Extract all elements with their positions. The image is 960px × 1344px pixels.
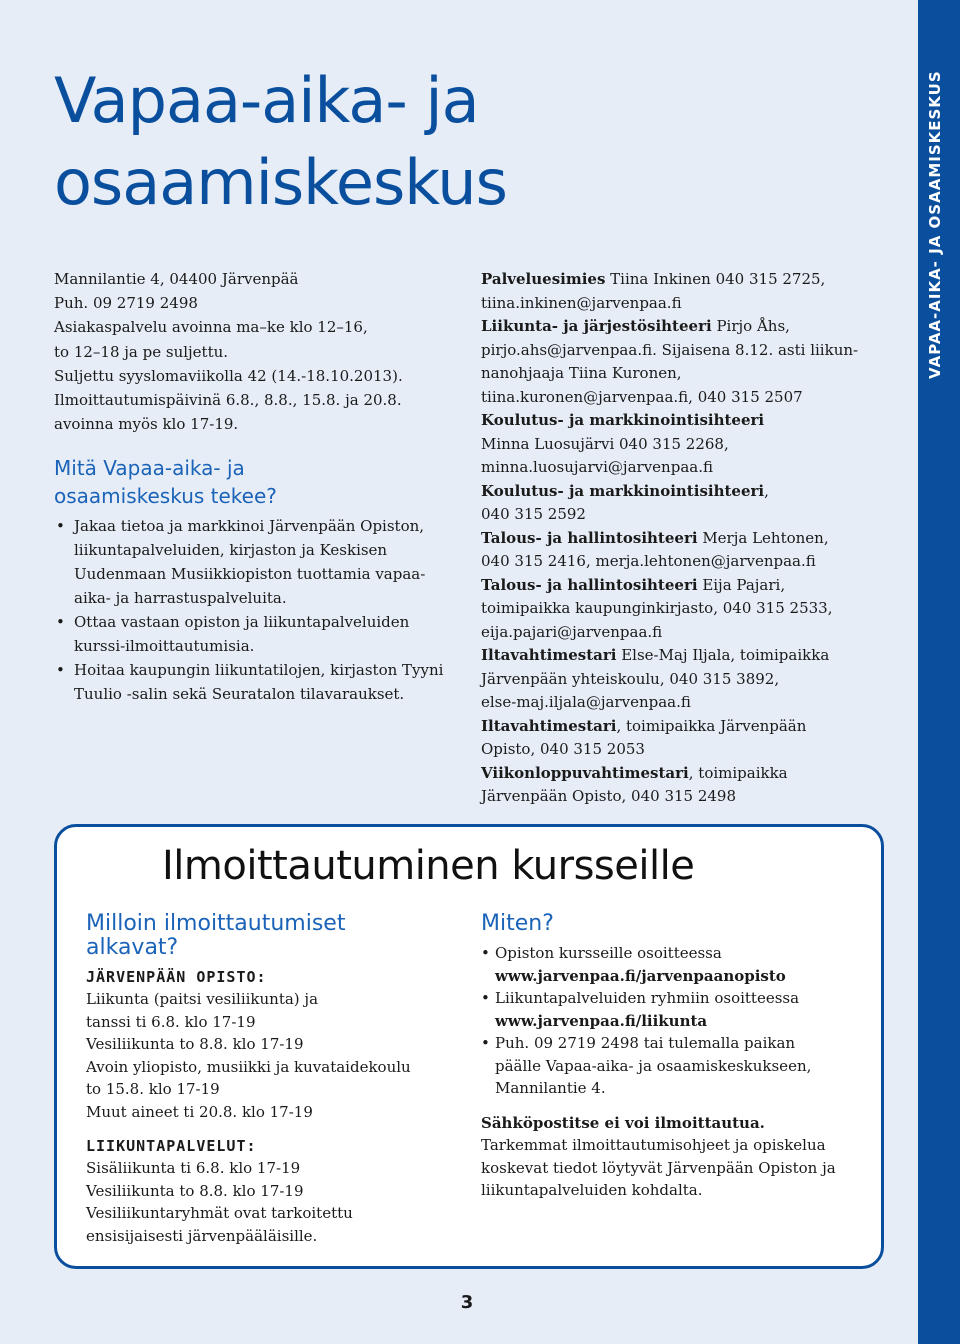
opisto-heading: JÄRVENPÄÄN OPISTO: xyxy=(86,968,267,986)
section-heading-line: osaamiskeskus tekee? xyxy=(54,484,277,508)
how-text: • Liikuntapalveluiden ryhmiin osoitteessa xyxy=(495,989,800,1007)
staff-line xyxy=(481,268,881,292)
staff-line xyxy=(481,362,881,386)
staff-line xyxy=(481,644,881,668)
section-heading-line: Mitä Vapaa-aika- ja xyxy=(54,456,245,480)
page-title xyxy=(54,60,674,224)
staff-role: Koulutus- ja markkinointisihteeri xyxy=(481,481,765,500)
staff-detail: eija.pajari@jarvenpaa.fi xyxy=(481,622,663,641)
liikunta-heading: LIIKUNTAPALVELUT: xyxy=(86,1137,257,1155)
registration-title: Ilmoittautuminen kursseille xyxy=(162,843,695,889)
staff-role: Viikonloppuvahtimestari xyxy=(481,763,689,782)
contact-line: Asiakaspalvelu avoinna ma–ke klo 12–16, xyxy=(54,318,368,337)
how-text: Mannilantie 4. xyxy=(495,1079,606,1097)
staff-detail: Eija Pajari, xyxy=(697,575,786,594)
staff-detail: tiina.inkinen@jarvenpaa.fi xyxy=(481,293,682,312)
staff-detail: Opisto, 040 315 2053 xyxy=(481,740,645,758)
staff-directory xyxy=(481,268,881,809)
registration-when xyxy=(86,912,446,1247)
staff-role: Liikunta- ja järjestösihteeri xyxy=(481,317,712,335)
liikunta-line: Sisäliikunta ti 6.8. klo 17-19 xyxy=(86,1159,301,1177)
staff-line xyxy=(481,409,881,433)
staff-line xyxy=(481,762,881,786)
contact-line: Ilmoittautumispäivinä 6.8., 8.8., 15.8. ja 20.8. xyxy=(54,391,402,410)
staff-line xyxy=(481,386,881,410)
staff-line xyxy=(481,597,881,621)
opisto-line: Vesiliikunta to 8.8. klo 17-19 xyxy=(86,1035,304,1053)
staff-role: Palveluesimies xyxy=(481,270,606,288)
how-text: • Puh. 09 2719 2498 tai tulemalla paikan xyxy=(495,1034,796,1052)
list-item: • Ottaa vastaan opiston ja liikuntapalveluiden kurssi-ilmoittautumisia. xyxy=(54,610,454,658)
contact-line: Puh. 09 2719 2498 xyxy=(54,294,198,313)
staff-detail: Tiina Inkinen 040 315 2725, xyxy=(605,270,826,288)
how-text: päälle Vapaa-aika- ja osaamiskeskukseen, xyxy=(495,1056,812,1075)
list-item: • Hoitaa kaupungin liikuntatilojen, kirjaston Tyyni Tuulio -salin sekä Seuratalon tilavaraukset. xyxy=(54,658,454,706)
opisto-line: to 15.8. klo 17-19 xyxy=(86,1080,220,1098)
page-number: 3 xyxy=(460,1292,474,1313)
more-info-line: Tarkemmat ilmoittautumisohjeet ja opiskelua xyxy=(481,1136,826,1154)
contact-info xyxy=(54,267,454,436)
staff-detail: else-maj.iljala@jarvenpaa.fi xyxy=(481,693,691,711)
staff-detail: Merja Lehtonen, xyxy=(697,528,829,547)
staff-detail: toimipaikka kaupunginkirjasto, 040 315 2533, xyxy=(481,599,833,617)
registration-how xyxy=(481,912,861,1202)
opisto-link[interactable]: www.jarvenpaa.fi/jarvenpaanopisto xyxy=(495,966,786,985)
staff-detail: Minna Luosujärvi 040 315 2268, xyxy=(481,434,729,453)
staff-detail: Järvenpään yhteiskoulu, 040 315 3892, xyxy=(481,669,780,688)
how-heading: Miten? xyxy=(481,911,554,936)
how-list xyxy=(481,942,861,1100)
opisto-line: Muut aineet ti 20.8. klo 17-19 xyxy=(86,1102,313,1121)
more-info-line: liikuntapalveluiden kohdalta. xyxy=(481,1181,703,1199)
liikunta-line: ensisijaisesti järvenpääläisille. xyxy=(86,1226,318,1245)
liikunta-link[interactable]: www.jarvenpaa.fi/liikunta xyxy=(495,1011,708,1030)
staff-detail: 040 315 2592 xyxy=(481,505,586,523)
page-title-line: Vapaa-aika- ja xyxy=(54,64,479,137)
staff-line xyxy=(481,456,881,480)
staff-detail: Else-Maj Iljala, toimipaikka xyxy=(616,646,830,664)
when-heading xyxy=(86,912,446,960)
staff-line xyxy=(481,621,881,645)
list-item xyxy=(481,942,861,987)
side-label: VAPAA-AIKA- JA OSAAMISKESKUS xyxy=(926,70,944,379)
staff-role: Iltavahtimestari xyxy=(481,646,617,664)
staff-line xyxy=(481,785,881,809)
contact-line: Suljettu syyslomaviikolla 42 (14.-18.10.2013). xyxy=(54,366,403,385)
staff-line xyxy=(481,738,881,762)
more-info-line: koskevat tiedot löytyvät Järvenpään Opiston ja xyxy=(481,1158,836,1177)
no-email-note: Sähköpostitse ei voi ilmoittautua. xyxy=(481,1113,765,1132)
opisto-line: Liikunta (paitsi vesiliikunta) ja xyxy=(86,990,319,1008)
staff-line xyxy=(481,339,881,363)
staff-line xyxy=(481,550,881,574)
liikunta-line: Vesiliikuntaryhmät ovat tarkoitettu xyxy=(86,1204,353,1222)
staff-line xyxy=(481,503,881,527)
liikunta-line: Vesiliikunta to 8.8. klo 17-19 xyxy=(86,1181,304,1200)
staff-line xyxy=(481,315,881,339)
staff-role: Iltavahtimestari xyxy=(481,716,617,735)
contact-line: avoinna myös klo 17-19. xyxy=(54,415,239,434)
staff-detail: 040 315 2416, merja.lehtonen@jarvenpaa.fi xyxy=(481,552,816,570)
staff-role: Talous- ja hallintosihteeri xyxy=(481,575,698,594)
staff-role: Koulutus- ja markkinointisihteeri xyxy=(481,411,765,429)
when-heading-line: alkavat? xyxy=(86,935,179,960)
list-item xyxy=(481,1032,861,1100)
when-heading-line: Milloin ilmoittautumiset xyxy=(86,911,346,936)
staff-detail: pirjo.ahs@jarvenpaa.fi. Sijaisena 8.12. asti liikun- xyxy=(481,340,859,359)
staff-line xyxy=(481,480,881,504)
staff-detail: tiina.kuronen@jarvenpaa.fi, 040 315 2507 xyxy=(481,387,803,406)
staff-line xyxy=(481,668,881,692)
section-heading xyxy=(54,454,354,510)
contact-line: to 12–18 ja pe suljettu. xyxy=(54,342,229,361)
staff-detail: minna.luosujarvi@jarvenpaa.fi xyxy=(481,458,713,476)
staff-detail: Pirjo Åhs, xyxy=(711,317,790,335)
list-item xyxy=(481,987,861,1032)
staff-detail: , xyxy=(764,481,769,500)
staff-line xyxy=(481,433,881,457)
staff-line xyxy=(481,691,881,715)
how-text: • Opiston kursseille osoitteessa xyxy=(495,944,722,962)
page-title-line: osaamiskeskus xyxy=(54,146,507,219)
staff-detail: , toimipaikka xyxy=(688,763,788,782)
staff-detail: nanohjaaja Tiina Kuronen, xyxy=(481,364,682,382)
opisto-line: tanssi ti 6.8. klo 17-19 xyxy=(86,1012,256,1031)
staff-line xyxy=(481,574,881,598)
staff-detail: Järvenpään Opisto, 040 315 2498 xyxy=(481,787,737,805)
contact-line: Mannilantie 4, 04400 Järvenpää xyxy=(54,270,299,288)
staff-line xyxy=(481,292,881,316)
staff-role: Talous- ja hallintosihteeri xyxy=(481,528,698,547)
services-list xyxy=(54,514,454,706)
list-item: • Jakaa tietoa ja markkinoi Järvenpään Opiston, liikuntapalveluiden, kirjaston ja Keskisen Uudenmaan Musiikkiopiston tuottamia vapaa-aika- ja harrastuspalveluita. xyxy=(54,514,454,610)
staff-line xyxy=(481,715,881,739)
staff-detail: , toimipaikka Järvenpään xyxy=(616,716,807,735)
opisto-line: Avoin yliopisto, musiikki ja kuvataidekoulu xyxy=(86,1057,411,1076)
staff-line xyxy=(481,527,881,551)
